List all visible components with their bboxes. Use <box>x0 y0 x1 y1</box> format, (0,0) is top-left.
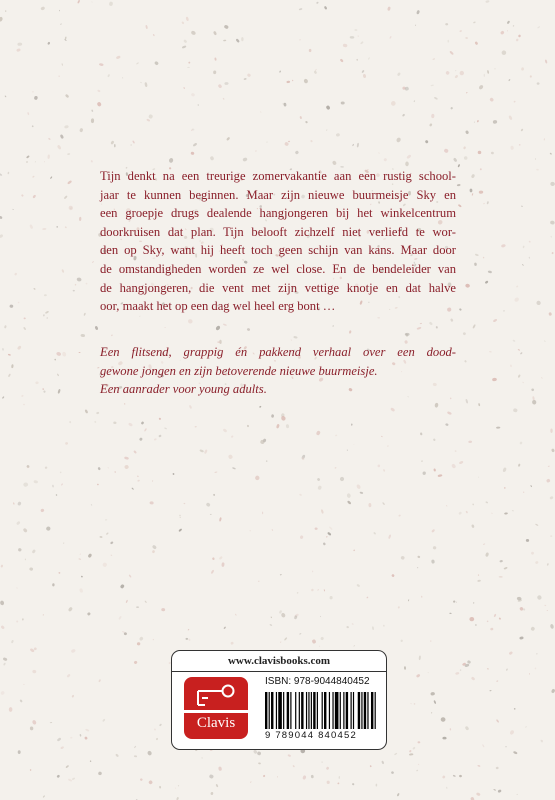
blurb-line: doorkruisen dat plan. Tijn belooft zichzelf niet verliefd te wor- <box>100 224 456 239</box>
publisher-url[interactable]: www.clavisbooks.com <box>227 655 331 667</box>
tagline-line: Een flitsend, grappig én pakkend verhaal over een dood- <box>100 345 456 359</box>
blurb-line: Tijn denkt na een treurige zomervakantie aan een rustig school- <box>100 169 456 183</box>
publisher-name: Clavis <box>196 715 236 731</box>
tagline-line: gewone jongen en zijn betoverende nieuwe buurmeisje. <box>100 363 378 378</box>
blurb-line: de hangjongeren, die vent met zijn vettige knotje en dat halve <box>100 280 456 295</box>
barcode <box>265 692 377 729</box>
label-divider <box>172 671 386 672</box>
publisher-logo <box>184 677 248 739</box>
blurb-line: een groepje drugs dealende hangjongeren bij het winkelcentrum <box>100 206 456 221</box>
tagline-line: Een aanrader voor young adults. <box>100 382 267 397</box>
blurb-line: oor, maakt het op een dag wel heel erg bont … <box>100 299 336 314</box>
blurb-line: jaar te kunnen beginnen. Maar zijn nieuwe buurmeisje Sky en <box>100 187 456 202</box>
blurb-line: den op Sky, want hij heeft toch geen schijn van kans. Maar door <box>100 243 456 258</box>
isbn-text: ISBN: 978-9044840452 <box>265 676 370 687</box>
blurb-line: de omstandigheden worden ze wel close. En de bendeleider van <box>100 261 456 276</box>
barcode-digits: 9 789044 840452 <box>265 730 357 741</box>
publisher-label <box>171 650 387 750</box>
tagline <box>100 343 456 399</box>
blurb-text <box>100 167 456 316</box>
